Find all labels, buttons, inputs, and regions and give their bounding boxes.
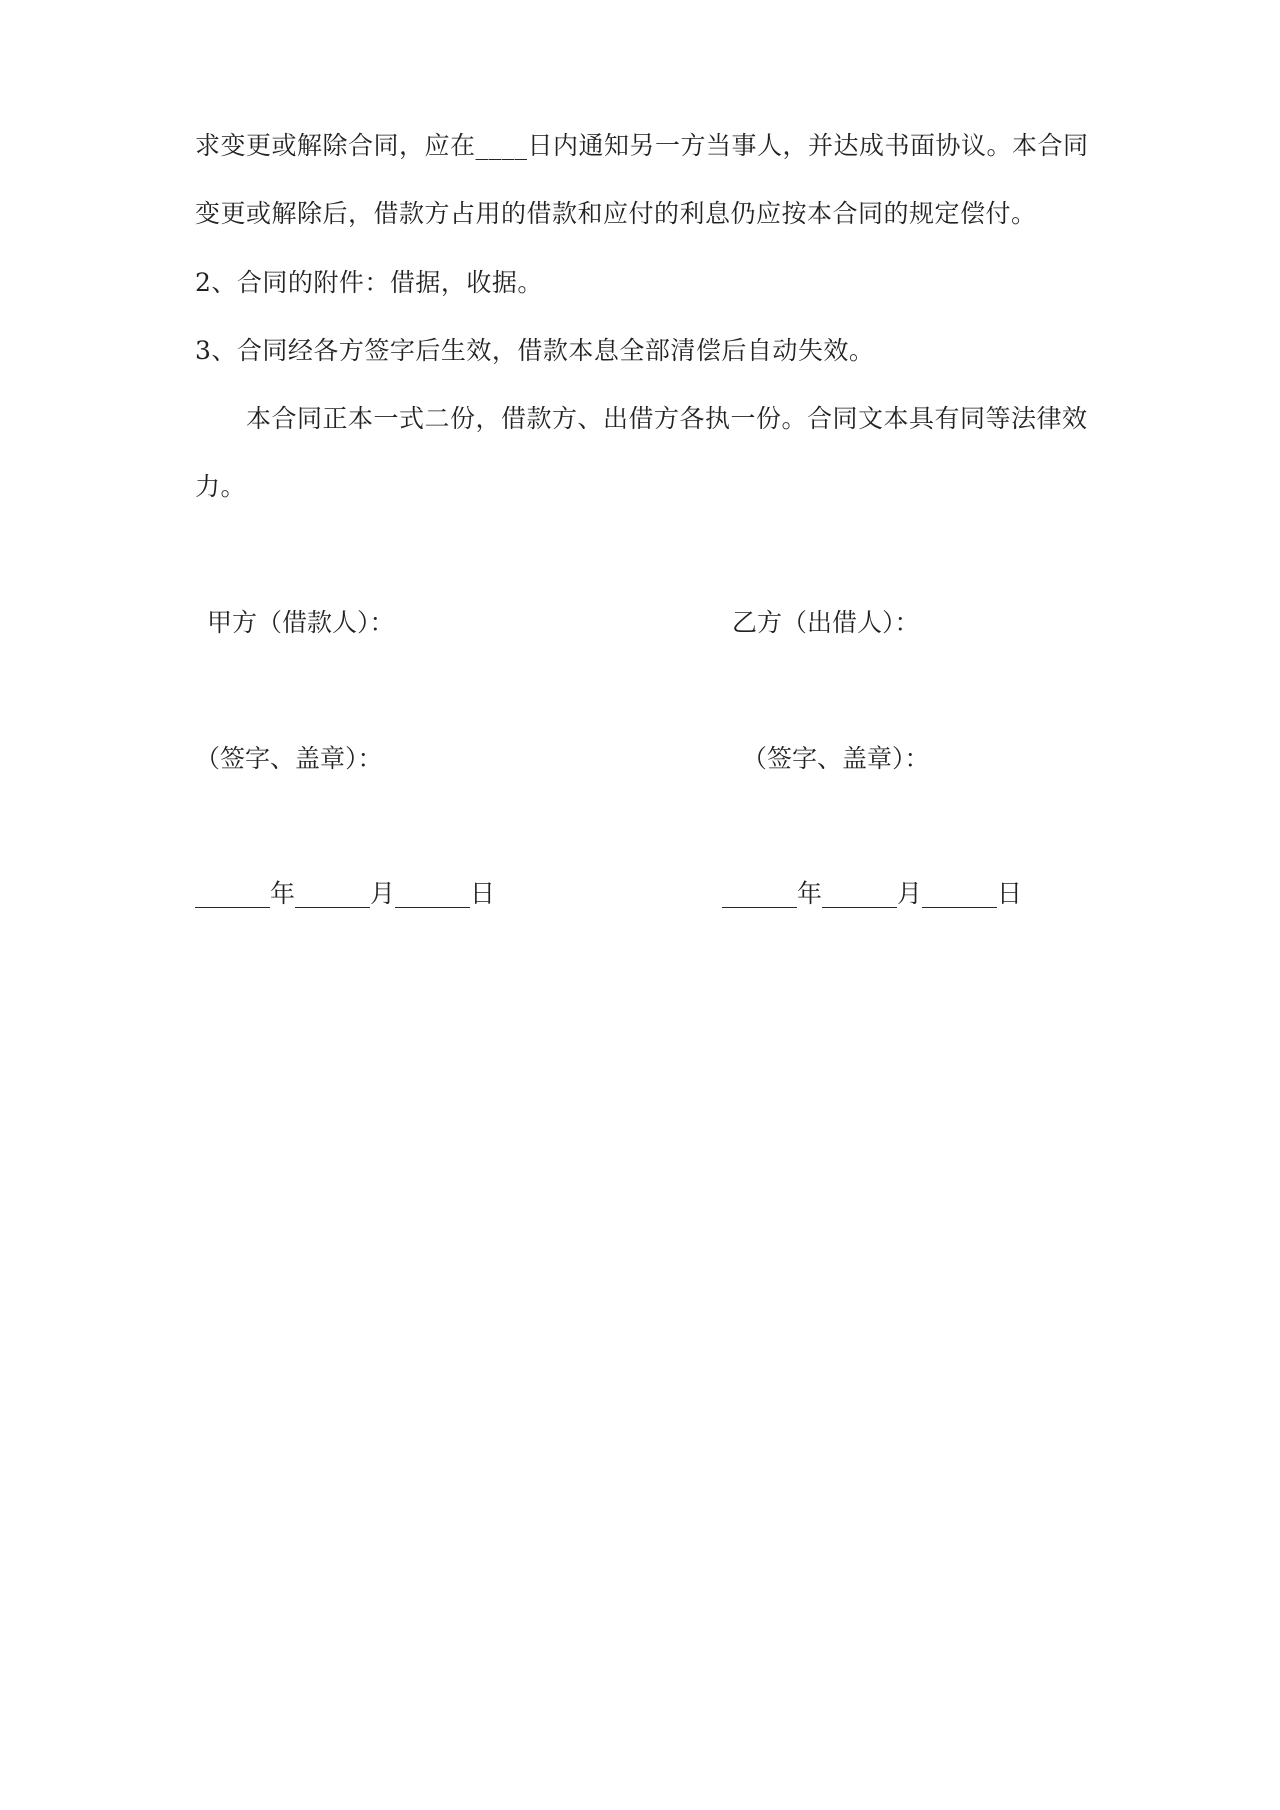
paragraph-line-2: 变更或解除后，借款方占用的借款和应付的利息仍应按本合同的规定偿付。 bbox=[195, 199, 1037, 228]
party-a-label: 甲方（借款人）： bbox=[207, 608, 395, 637]
party-b-label: 乙方（出借人）： bbox=[732, 608, 920, 637]
paragraph-line-1: 求变更或解除合同，应在____日内通知另一方当事人，并达成书面协议。本合同 bbox=[195, 131, 1089, 160]
clause-2-attachments: 2、合同的附件：借据，收据。 bbox=[195, 268, 543, 297]
copies-paragraph-line-1: 本合同正本一式二份，借款方、出借方各执一份。合同文本具有同等法律效 bbox=[195, 404, 1088, 433]
party-a-date-line: ______年______月______日 bbox=[195, 879, 496, 908]
party-b-signature-label: （签字、盖章）： bbox=[742, 744, 930, 773]
clause-3-effectiveness: 3、合同经各方签字后生效，借款本息全部清偿后自动失效。 bbox=[195, 336, 875, 365]
copies-paragraph-line-2: 力。 bbox=[195, 472, 247, 501]
party-b-date-line: ______年______月______日 bbox=[722, 879, 1023, 908]
party-a-signature-label: （签字、盖章）： bbox=[195, 744, 383, 773]
